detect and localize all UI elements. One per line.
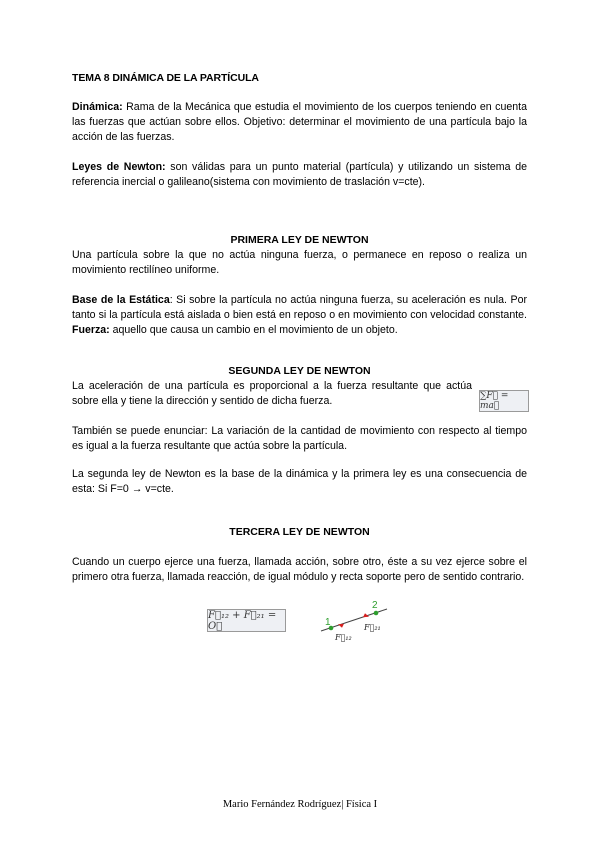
page-footer: Mario Fernández Rodríguez| Física I [222,799,378,810]
point-2 [374,611,379,616]
segunda-ley-heading: SEGUNDA LEY DE NEWTON [228,365,371,377]
segunda-ley-alt-text: También se puede enunciar: La variación de la cantidad de movimiento con respecto al tiempo es igual a la fuerza resultante que actúa sobre la partícula. [72,425,527,452]
leyes-paragraph [72,160,527,190]
primera-ley-text: Una partícula sobre la que no actúa ninguna fuerza, o permanece en reposo o realiza un movimiento rectilíneo uniforme. [72,249,527,276]
dinamica-paragraph [72,100,527,145]
leyes-text: son válidas para un punto material (partícula) y utilizando un sistema de referencia inercial o galileano(sistema con movimiento de traslación v=cte). [72,161,527,188]
tercera-ley-text: Cuando un cuerpo ejerce una fuerza, llamada acción, sobre otro, éste a su vez ejerce sobre el primero otra fuerza, llamada reacción, de igual módulo y recta soporte pero de sentido contrario. [72,556,527,583]
point-2-label: 2 [372,600,378,611]
estatica-paragraph [72,293,527,338]
segunda-ley-formula: ∑F⃗ = ma⃗ [479,390,529,412]
tercera-ley-formula: F⃗₁₂ + F⃗₂₁ = O⃗ [207,609,286,632]
f12-label: F⃗₁₂ [335,633,352,642]
action-reaction-diagram [318,596,390,646]
f21-label: F⃗₂₁ [364,623,381,632]
segunda-ley-text: La aceleración de una partícula es proporcional a la fuerza resultante que actúa sobre ella y tiene la dirección y sentido de dicha fuerza. [72,380,472,407]
fuerza-term: Fuerza: [72,324,110,336]
primera-ley-heading: PRIMERA LEY DE NEWTON [230,234,369,246]
estatica-text: : Si sobre la partícula no actúa ninguna fuerza, su aceleración es nula. Por tanto si la partícula está aislada o bien está en reposo o en movimiento con velocidad constante. [72,294,527,321]
arrow-f12 [338,624,344,628]
page-title: TEMA 8 DINÁMICA DE LA PARTÍCULA [72,72,259,84]
segunda-ley-base-text: La segunda ley de Newton es la base de la dinámica y la primera ley es una consecuencia de esta: Si F=0 → v=cte. [72,468,527,495]
tercera-ley-heading: TERCERA LEY DE NEWTON [229,526,370,538]
point-1-label: 1 [325,617,331,628]
leyes-term: Leyes de Newton: [72,161,166,173]
dinamica-term: Dinámica: [72,101,123,113]
fuerza-text: aquello que causa un cambio en el movimiento de un objeto. [109,324,398,336]
estatica-term: Base de la Estática [72,294,170,306]
dinamica-text: Rama de la Mecánica que estudia el movimiento de los cuerpos teniendo en cuenta las fuerzas que actúan sobre ellos. Objetivo: determinar el movimiento de una partícula bajo la acción de las fuerzas. [72,101,527,143]
